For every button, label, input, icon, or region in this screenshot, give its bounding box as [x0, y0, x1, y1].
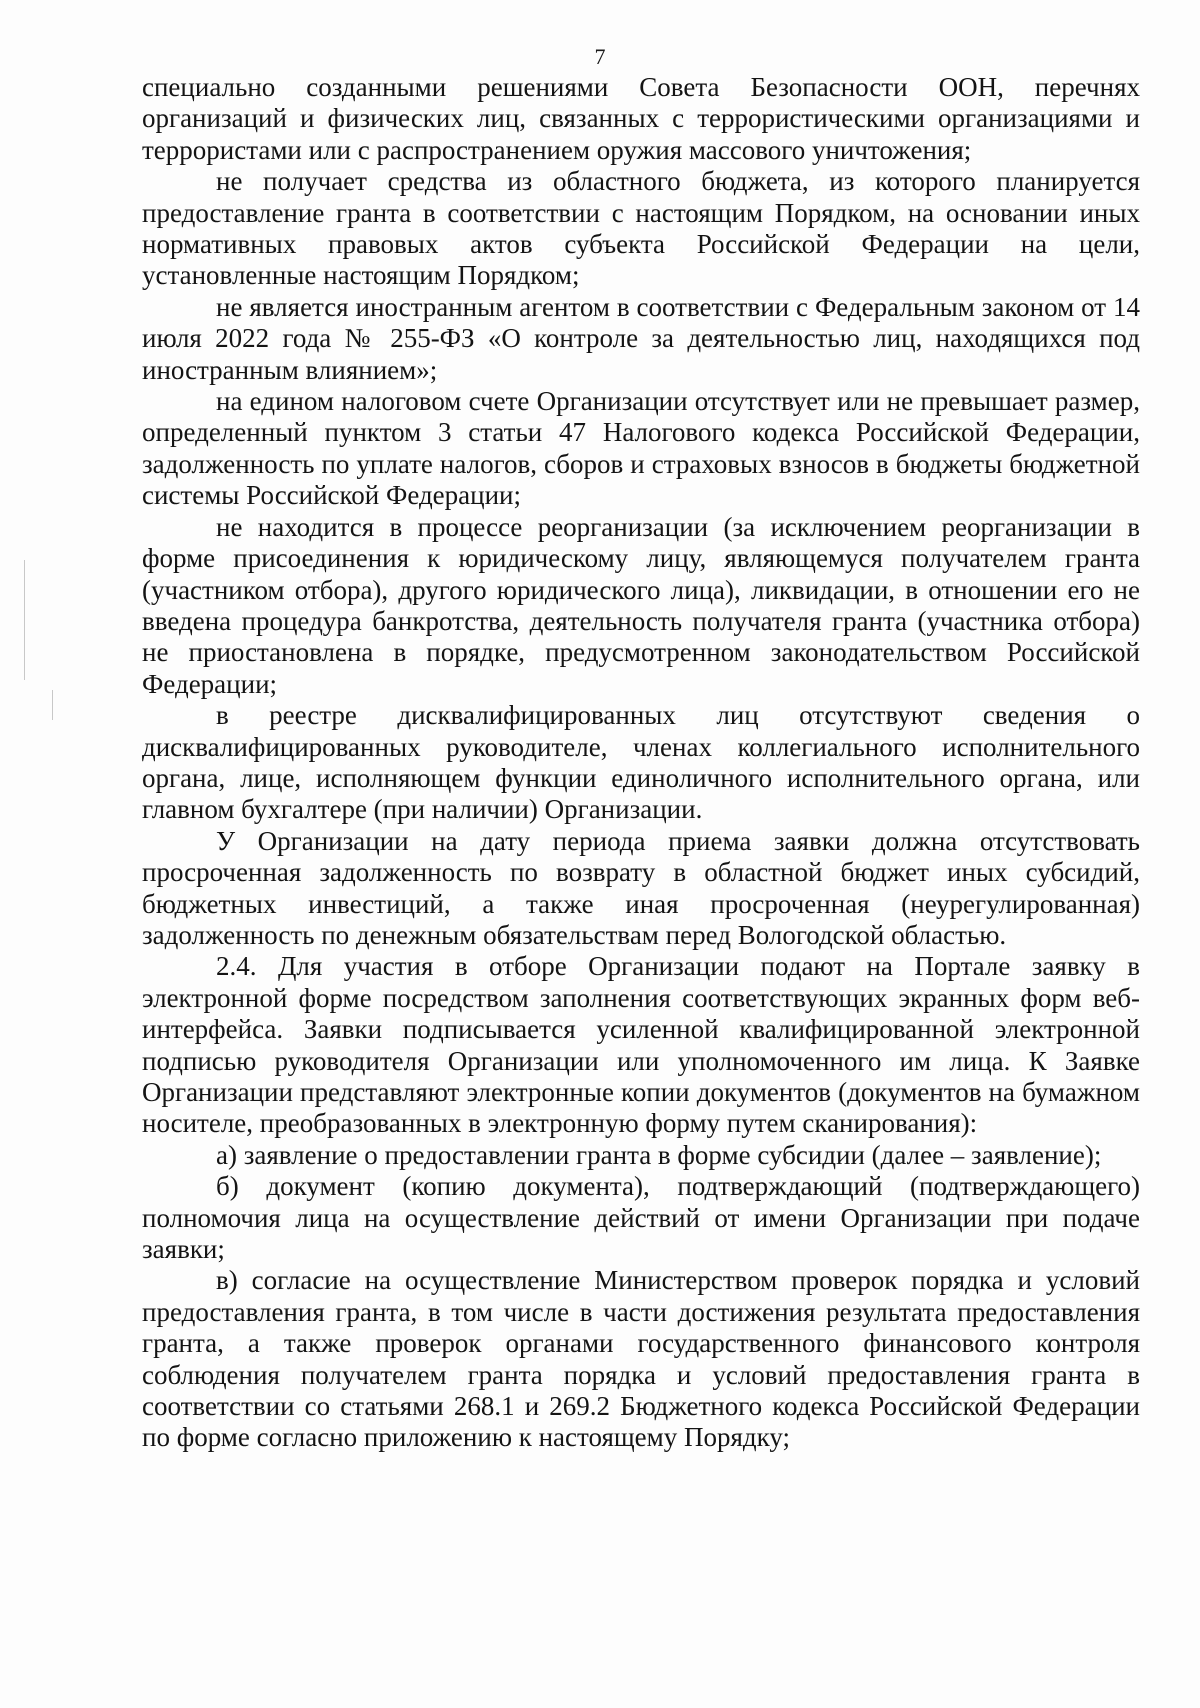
- list-item-v: в) согласие на осуществление Министерством проверок порядка и условий предоставления гранта, в том числе в части достижения результата предоставления гранта, а также проверок органами государственного финансового контроля соблюдения получателем гранта порядка и условий предоставления гранта в соответствии со статьями 268.1 и 269.2 Бюджетного кодекса Российской Федерации по форме согласно приложению к настоящему Порядку;: [142, 1265, 1140, 1453]
- paragraph-tax-account: на едином налоговом счете Организации отсутствует или не превышает размер, определенный пунктом 3 статьи 47 Налогового кодекса Российской Федерации, задолженность по уплате налогов, сборов и страховых взносов в бюджеты бюджетной системы Российской Федерации;: [142, 386, 1140, 511]
- list-item-a: а) заявление о предоставлении гранта в форме субсидии (далее – заявление);: [216, 1139, 1102, 1170]
- scan-margin-line: [24, 560, 25, 680]
- paragraph-not-foreign-agent: не является иностранным агентом в соответствии с Федеральным законом от 14 июля 2022 года № 255-ФЗ «О контроле за деятельностью лиц, находящихся под иностранным влиянием»;: [142, 291, 1140, 385]
- list-item-b: б) документ (копию документа), подтверждающий (подтверждающего) полномочия лица на осуществление действий от имени Организации при подаче заявки;: [142, 1171, 1140, 1265]
- document-body: [142, 72, 1140, 1454]
- page-number: 7: [594, 44, 606, 69]
- paragraph-overdue-debt: У Организации на дату периода приема заявки должна отсутствовать просроченная задолженность по возврату в областной бюджет иных субсидий, бюджетных инвестиций, а также иная просроченная (неурегулированная) задолженность по денежным обязательствам перед Вологодской областью.: [142, 825, 1140, 950]
- paragraph-reorganization: не находится в процессе реорганизации (за исключением реорганизации в форме присоединения к юридическому лицу, являющемуся получателем гранта (участником отбора), другого юридического лица), ликвидации, в отношении его не введена процедура банкротства, деятельность получателя гранта (участника отбора) не приостановлена в порядке, предусмотренном законодательством Российской Федерации;: [142, 511, 1140, 699]
- paragraph-continuation: специально созданными решениями Совета Безопасности ООН, перечнях организаций и физических лиц, связанных с террористическими организациями и террористами или с распространением оружия массового уничтожения;: [142, 72, 1140, 165]
- paragraph-section-2-4: 2.4. Для участия в отборе Организации подают на Портале заявку в электронной форме посредством заполнения соответствующих экранных форм веб-интерфейса. Заявки подписывается усиленной квалифицированной электронной подписью руководителя Организации или уполномоченного им лица. К Заявке Организации представляют электронные копии документов (документов на бумажном носителе, преобразованных в электронную форму путем сканирования):: [142, 951, 1140, 1139]
- paragraph-disqualified-registry: в реестре дисквалифицированных лиц отсутствуют сведения о дисквалифицированных руководителе, членах коллегиального исполнительного органа, лице, исполняющем функции единоличного исполнительного органа, или главном бухгалтере (при наличии) Организации.: [142, 700, 1140, 825]
- scan-margin-line-lower: [52, 690, 53, 720]
- paragraph-no-budget-funds: не получает средства из областного бюджета, из которого планируется предоставление гранта в соответствии с настоящим Порядком, на основании иных нормативных правовых актов субъекта Российской Федерации на цели, установленные настоящим Порядком;: [142, 166, 1140, 291]
